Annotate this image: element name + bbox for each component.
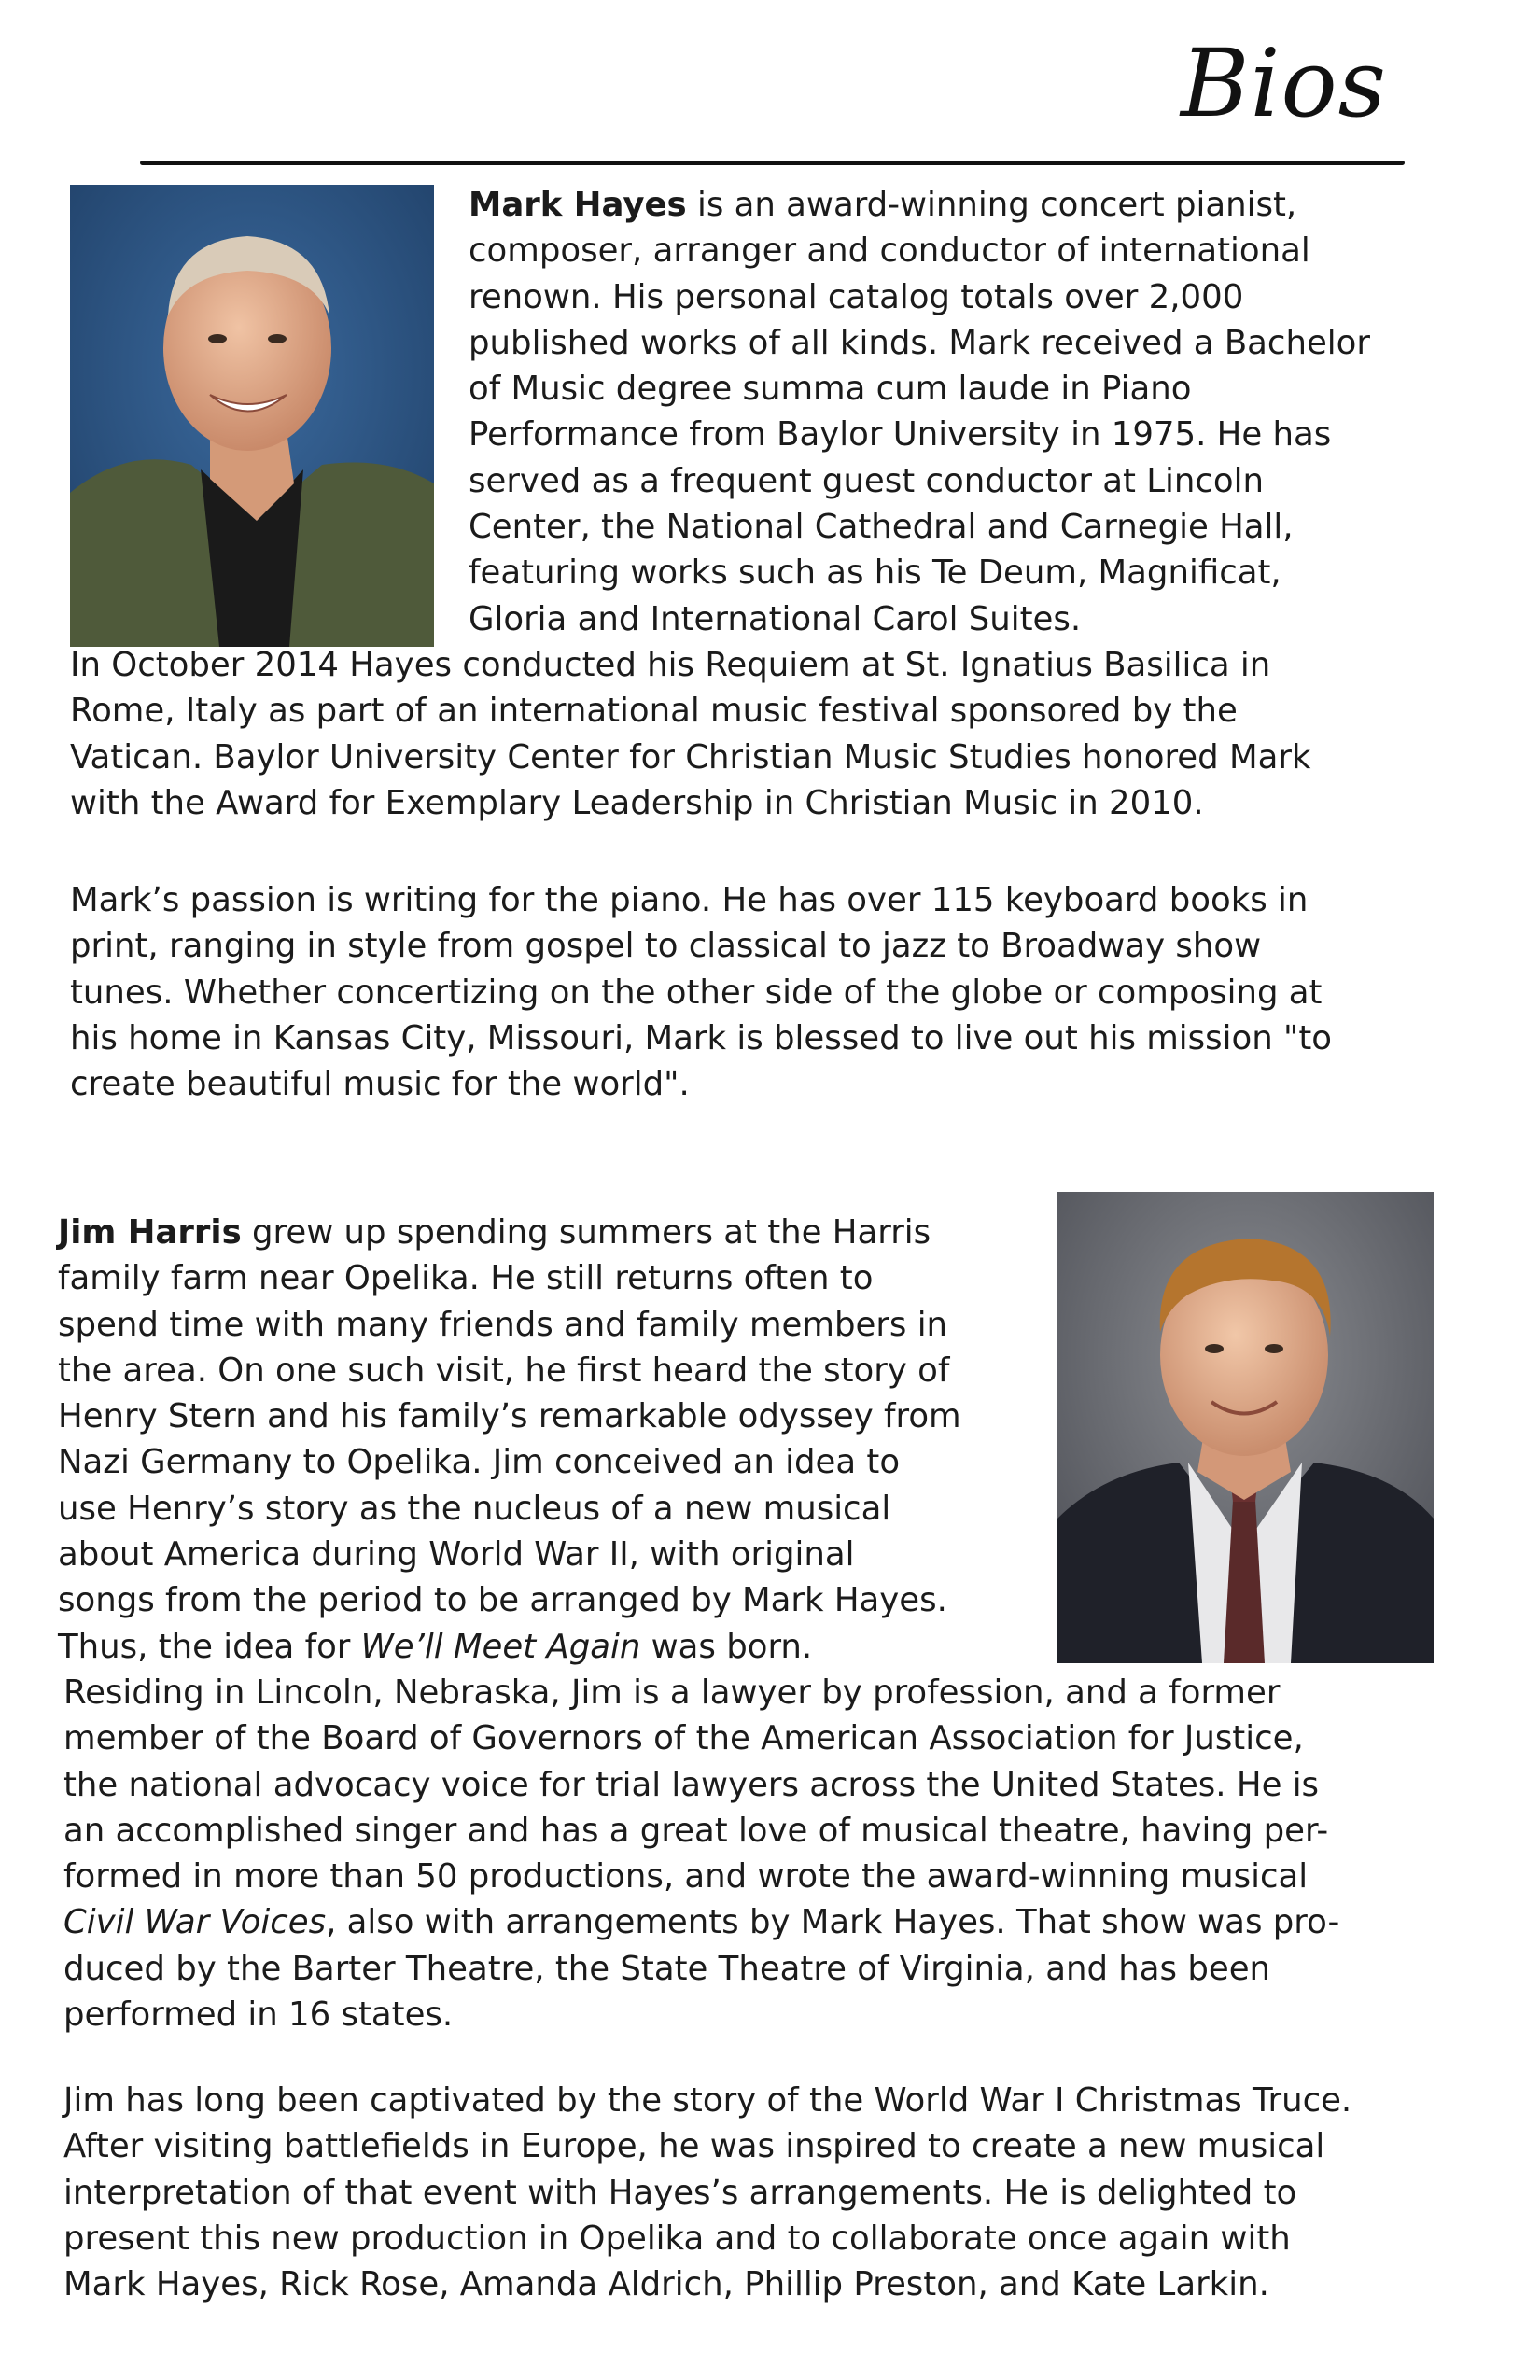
mark-hayes-name: Mark Hayes xyxy=(469,186,687,224)
jim-harris-name: Jim Harris xyxy=(58,1213,242,1252)
mark-hayes-october-paragraph: In October 2014 Hayes conducted his Requiem at St. Ignatius Basilica in Rome, Italy as part of an international music festival sponsored by the Vatican. Baylor University Center for Christian Music Studies honored Mark with the Award for Exemplary Leadership in Christian Music in 2010. xyxy=(70,646,1311,822)
title-rule xyxy=(140,161,1405,165)
page-title: Bios xyxy=(1181,29,1387,138)
mark-hayes-intro: Mark Hayes is an award-winning concert pianist, composer, arranger and conductor of international renown. His personal catalog totals over 2,000 published works of all kinds. Mark received a Bachelor of Music degree summa cum laude in Piano Performance from Baylor University in 1975. He has served as a frequent guest conductor at Lincoln Center, the National Cathedral and Carnegie Hall, featuring works such as his Te Deum, Magnificat, Gloria and International Carol Suites. xyxy=(469,186,1370,638)
mark-hayes-passion-paragraph: Mark’s passion is writing for the piano. He has over 115 keyboard books in print, ranging in style from gospel to classical to jazz to Broadway show tunes. Whether concertizing on the other side of the globe or composing at his home in Kansas City, Missouri, Mark is blessed to live out his mission "to create beautiful music for the world". xyxy=(70,881,1332,1104)
show-title-civil-war-voices: Civil War Voices xyxy=(63,1903,327,1942)
jim-harris-residing-paragraph: Residing in Lincoln, Nebraska, Jim is a lawyer by profession, and a former member of the Board of Governors of the American Association for Justice, the national advocacy voice for trial lawyers across the United States. He is an accomplished singer and has a great love of musical theatre, having per- formed in more than 50 productions, and wrote the award-winning musical Civil War Voices, also with arrangements by Mark Hayes. That show was pro- duced by the Barter Theatre, the State Theatre of Virginia, and has been performed in 16 states. xyxy=(63,1673,1340,2035)
jim-harris-intro: Jim Harris grew up spending summers at the Harris family farm near Opelika. He still returns often to spend time with many friends and family members in the area. On one such visit, he first heard the story of Henry Stern and his family’s remarkable odyssey from Nazi Germany to Opelika. Jim conceived an idea to use Henry’s story as the nucleus of a new musical about America during World War II, with original songs from the period to be arranged by Mark Hayes. Thus, the idea for We’ll Meet Again was born. xyxy=(58,1213,961,1666)
portrait-photo-jim-harris xyxy=(1057,1192,1434,1663)
show-title-well-meet-again: We’ll Meet Again xyxy=(360,1627,641,1666)
portrait-photo-mark-hayes xyxy=(70,185,434,647)
jim-harris-truce-paragraph: Jim has long been captivated by the story of the World War I Christmas Truce. After visiting battlefields in Europe, he was inspired to create a new musical interpretation of that event with Hayes’s arrangements. He is delighted to present this new production in Opelika and to collaborate once again with Mark Hayes, Rick Rose, Amanda Aldrich, Phillip Preston, and Kate Larkin. xyxy=(63,2081,1352,2304)
